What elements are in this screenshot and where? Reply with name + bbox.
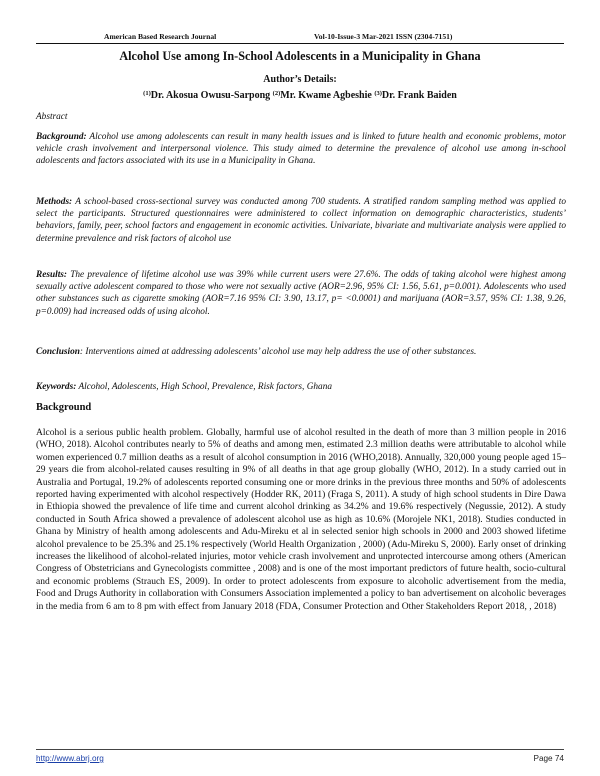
volume-issue: Vol-10-Issue-3 Mar-2021 ISSN (2304-7151) bbox=[314, 32, 453, 41]
author-1: Dr. Akosua Owusu-Sarpong bbox=[150, 90, 273, 101]
abstract-background bbox=[36, 131, 566, 168]
paper-title: Alcohol Use among In-School Adolescents in a Municipality in Ghana bbox=[119, 49, 481, 63]
results-text: The prevalence of lifetime alcohol use was 39% while current users were 27.6%. The odds of taking alcohol were highest among sexually active adolescent compared to those who were not sexually active (AOR=2.96, 95% CI: 1.56, 5.61, p=0.001). Adolescents who used other substances such as cigarette smoking (AOR=7.16 95% CI: 3.90, 13.17, p= <0.0001) and marijuana (AOR=3.57, 95% CI: 1.38, 9.26, p=0.009) had increased odds of using alcohol. bbox=[36, 270, 566, 317]
results-label: Results: bbox=[36, 270, 67, 280]
abstract-keywords bbox=[36, 381, 566, 393]
background-label: Background: bbox=[36, 132, 87, 142]
author-1-mark: (1) bbox=[143, 90, 151, 97]
page-number: Page 74 bbox=[533, 754, 564, 763]
running-header bbox=[36, 30, 564, 44]
journal-name: American Based Research Journal bbox=[104, 32, 217, 41]
author-list bbox=[36, 87, 564, 103]
conclusion-text: : Interventions aimed at addressing adolescents’ alcohol use may help address the use of other substances. bbox=[79, 347, 477, 357]
author-2-mark: (2) bbox=[272, 90, 281, 97]
abstract-methods bbox=[36, 196, 566, 245]
abstract-heading: Abstract bbox=[36, 112, 68, 122]
abstract-results bbox=[36, 269, 566, 318]
page-footer bbox=[36, 749, 564, 766]
author-2: Mr. Kwame Agbeshie bbox=[280, 90, 375, 101]
keywords-label: Keywords: bbox=[36, 382, 77, 392]
conclusion-label: Conclusion bbox=[36, 347, 80, 357]
background-text: Alcohol use among adolescents can result in many health issues and is linked to future health and economic problems, motor vehicle crash involvement and interpersonal violence. This study aimed to determine the prevalence of alcohol use among in-school adolescents and factors associated with its use in a Municipality in Ghana. bbox=[36, 132, 566, 167]
methods-text: A school-based cross-sectional survey was conducted among 700 students. A stratified random sampling method was applied to select the participants. Structured questionnaires were administered to collect information on demographic characteristics, students’ behaviors, family, peer, school factors and engagement in economic activities. Univariate, bivariate and multivariate analysis were applied to determine prevalence and risk factors of alcohol use bbox=[36, 197, 566, 244]
authors-heading: Author’s Details: bbox=[263, 74, 337, 85]
methods-label: Methods: bbox=[36, 197, 73, 207]
author-3: Dr. Frank Baiden bbox=[381, 90, 457, 101]
section-heading-background: Background bbox=[36, 402, 92, 413]
keywords-text: Alcohol, Adolescents, High School, Prevalence, Risk factors, Ghana bbox=[76, 382, 332, 392]
abstract-conclusion bbox=[36, 346, 566, 358]
background-paragraph: Alcohol is a serious public health problem. Globally, harmful use of alcohol resulted in the death of more than 3 million people in 2016 (WHO, 2018). Alcohol contributes nearly to 5% of deaths and among men, estimated 2.3 million deaths were attributable to alcohol while women experienced 0.7 million deaths as a result of alcohol consumption in 2016 (WHO,2018). Annually, 320,000 young people aged 15–29 years die from alcohol-related causes resulting in 9% of all deaths in that age group globally (WHO, 2012). In a study carried out in Australia and Portugal, 19.2% of adolescents reported consuming one or more drinks in the previous three months and 50% of adolescents reported having experimented with alcohol respectively (Hodder RK, 2011) (Fraga S, 2011). A study of high school students in Dire Dawa in Ethiopia showed the prevalence of life time and current alcohol drinking as 34.2% and 19.6% respectively (Negussie, 2012). A study conducted in South Africa showed a prevalence of adolescent alcohol use as high as 10.6% (Morojele NK1, 2018). Studies conducted in Ghana by Ministry of health among adolescents and Adu-Mireku et al in selected senior high schools in 2000 and 2003 showed lifetime alcohol prevalence to be 25.3% and 25.1% respectively (World Health Organization , 2000) (Adu-Mireku S, 2000). Early onset of drinking increases the likelihood of alcohol-related injuries, motor vehicle crash involvement and unprotected intercourse among others (American Congress of Obstetricians and Gynecologists committee , 2008) and is one of the most important predictors of future health, socio-cultural and economic problems (Strauch ES, 2009). In order to protect adolescents from exposure to alcoholic advertisement from the media, Food and Drugs Authority in collaboration with Consumers Association implemented a policy to ban advertisement on alcoholic beverages in the media from 6 am to 8 pm with effect from January 2018 (FDA, Consumer Protection and Other Stakeholders Report 2018, , 2018) bbox=[36, 428, 566, 612]
author-3-mark: (3) bbox=[374, 90, 382, 97]
journal-url-link[interactable]: http://www.abrj.org bbox=[36, 754, 104, 763]
